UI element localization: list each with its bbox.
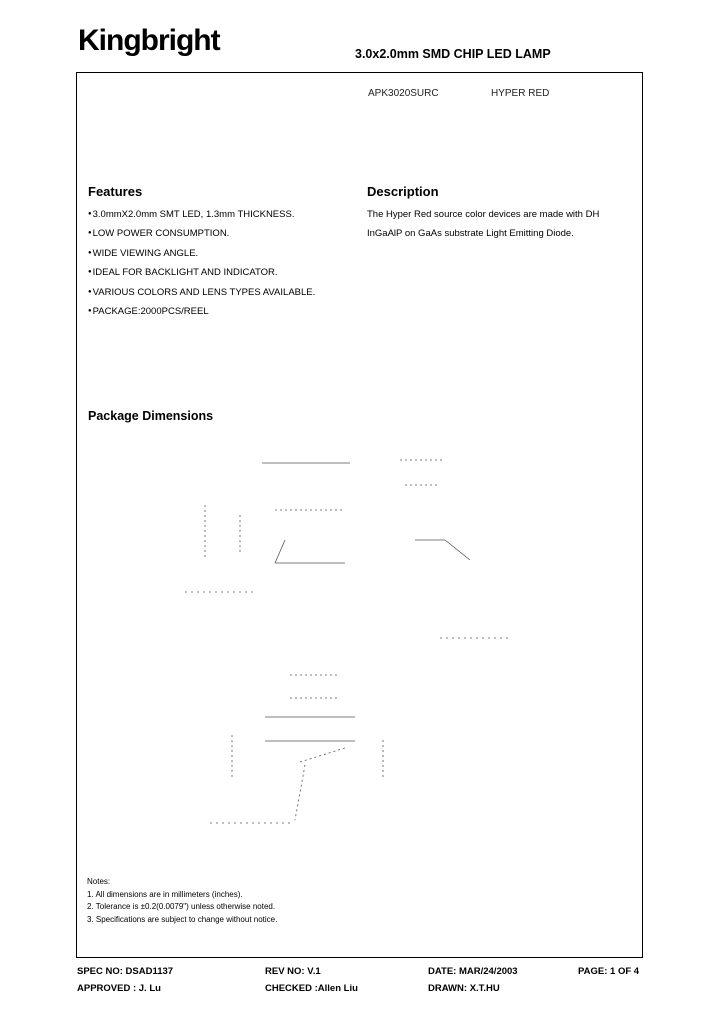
note-item: 2. Tolerance is ±0.2(0.0079") unless otherwise noted. xyxy=(87,902,276,911)
checked-by: CHECKED :Allen Liu xyxy=(265,983,358,994)
feature-item: ● 3.0mmX2.0mm SMT LED, 1.3mm THICKNESS. xyxy=(88,205,315,224)
document-date: DATE: MAR/24/2003 xyxy=(428,966,518,977)
notes-title: Notes: xyxy=(87,877,111,886)
feature-item: ● LOW POWER CONSUMPTION. xyxy=(88,224,315,243)
description-heading: Description xyxy=(367,184,439,199)
feature-item: ● VARIOUS COLORS AND LENS TYPES AVAILABLE. xyxy=(88,283,315,302)
features-heading: Features xyxy=(88,184,143,199)
spec-number: SPEC NO: DSAD1137 xyxy=(77,966,174,977)
part-color: HYPER RED xyxy=(491,88,550,99)
note-item: 1. All dimensions are in millimeters (inches). xyxy=(87,889,243,899)
document-title: 3.0x2.0mm SMD CHIP LED LAMP xyxy=(355,47,551,61)
features-list xyxy=(88,205,315,321)
notes xyxy=(87,876,277,926)
feature-item: ● PACKAGE:2000PCS/REEL xyxy=(88,302,315,321)
approved-by: APPROVED : J. Lu xyxy=(77,983,161,994)
feature-item: ● IDEAL FOR BACKLIGHT AND INDICATOR. xyxy=(88,263,315,282)
part-number: APK3020SURC xyxy=(368,88,439,99)
kingbright-logo: Kingbright xyxy=(78,24,220,57)
feature-item: ● WIDE VIEWING ANGLE. xyxy=(88,244,315,263)
revision-number: REV NO: V.1 xyxy=(265,966,321,977)
note-item: 3. Specifications are subject to change without notice. xyxy=(87,914,278,924)
page-number: PAGE: 1 OF 4 xyxy=(578,966,640,977)
package-dimensions-heading: Package Dimensions xyxy=(88,409,214,423)
description-text: The Hyper Red source color devices are made with DH InGaAlP on GaAs substrate Light Emitting Diode. xyxy=(367,209,600,240)
drawn-by: DRAWN: X.T.HU xyxy=(428,983,500,994)
